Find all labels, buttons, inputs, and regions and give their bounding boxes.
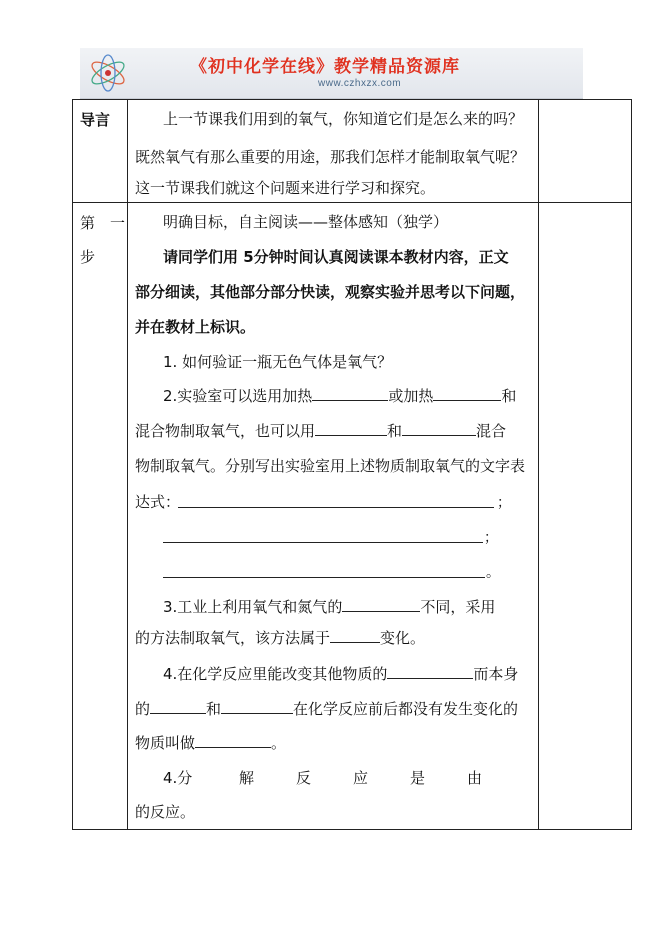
question-5-line2: 的反应。 (135, 803, 196, 821)
answer-blank[interactable] (312, 386, 388, 401)
formula-blank[interactable] (163, 577, 485, 578)
intro-line: 既然氧气有那么重要的用途，那我们怎样才能制取氧气呢？ (135, 148, 526, 166)
formula-blank[interactable] (163, 542, 483, 543)
column-divider (127, 100, 128, 829)
banner-url: www.czhxzx.com (318, 78, 402, 89)
question-2-line4: 达式： (135, 493, 181, 511)
atom-logo-icon (86, 54, 130, 92)
question-5-line1: 4.分 解 反 应 是 由 (163, 769, 483, 787)
question-1: 1. 如何验证一瓶无色气体是氧气？ (163, 353, 393, 371)
semicolon: ； (497, 495, 511, 511)
row-label-step1: 第 一 (80, 214, 126, 232)
header-banner (80, 48, 583, 99)
instruction-line: 请同学们用 5分钟时间认真阅读课本教材内容，正文 (163, 248, 509, 266)
question-2-line1: 2.实验室可以选用加热 或加热 和 (163, 387, 517, 405)
formula-blank[interactable] (178, 507, 494, 508)
answer-blank[interactable] (330, 628, 380, 643)
answer-blank[interactable] (433, 386, 501, 401)
question-4-line2: 的 和 在化学反应前后都没有发生变化的 (135, 700, 519, 718)
question-3-line2: 的方法制取氧气，该方法属于 变化。 (135, 629, 426, 647)
instruction-line: 部分细读，其他部分部分快读，观察实验并思考以下问题， (135, 283, 526, 301)
column-divider (538, 100, 539, 829)
answer-blank[interactable] (402, 421, 476, 436)
row-divider (73, 202, 631, 203)
period: 。 (486, 565, 500, 581)
intro-line: 这一节课我们就这个问题来进行学习和探究。 (135, 179, 436, 197)
row-label-step1-cont: 步 (80, 248, 96, 266)
semicolon: ； (484, 530, 498, 546)
answer-blank[interactable] (221, 699, 293, 714)
answer-blank[interactable] (342, 597, 420, 612)
answer-blank[interactable] (315, 421, 387, 436)
instruction-line: 并在教材上标识。 (135, 318, 256, 336)
question-3-line1: 3.工业上利用氧气和氮气的 不同，采用 (163, 598, 496, 616)
intro-line: 上一节课我们用到的氧气，你知道它们是怎么来的吗？ (163, 110, 524, 128)
question-4-line1: 4.在化学反应里能改变其他物质的 而本身 (163, 665, 519, 683)
question-2-line2: 混合物制取氧气，也可以用 和 混合 (135, 422, 507, 440)
banner-title: 《初中化学在线》教学精品资源库 (190, 57, 460, 77)
question-4-line3: 物质叫做 。 (135, 734, 287, 752)
answer-blank[interactable] (195, 733, 271, 748)
question-2-line3: 物制取氧气。分别写出实验室用上述物质制取氧气的文字表 (135, 457, 526, 475)
answer-blank[interactable] (387, 664, 473, 679)
row-label-intro: 导言 (80, 111, 111, 129)
step-heading: 明确目标，自主阅读——整体感知（独学） (163, 213, 449, 231)
answer-blank[interactable] (150, 699, 206, 714)
